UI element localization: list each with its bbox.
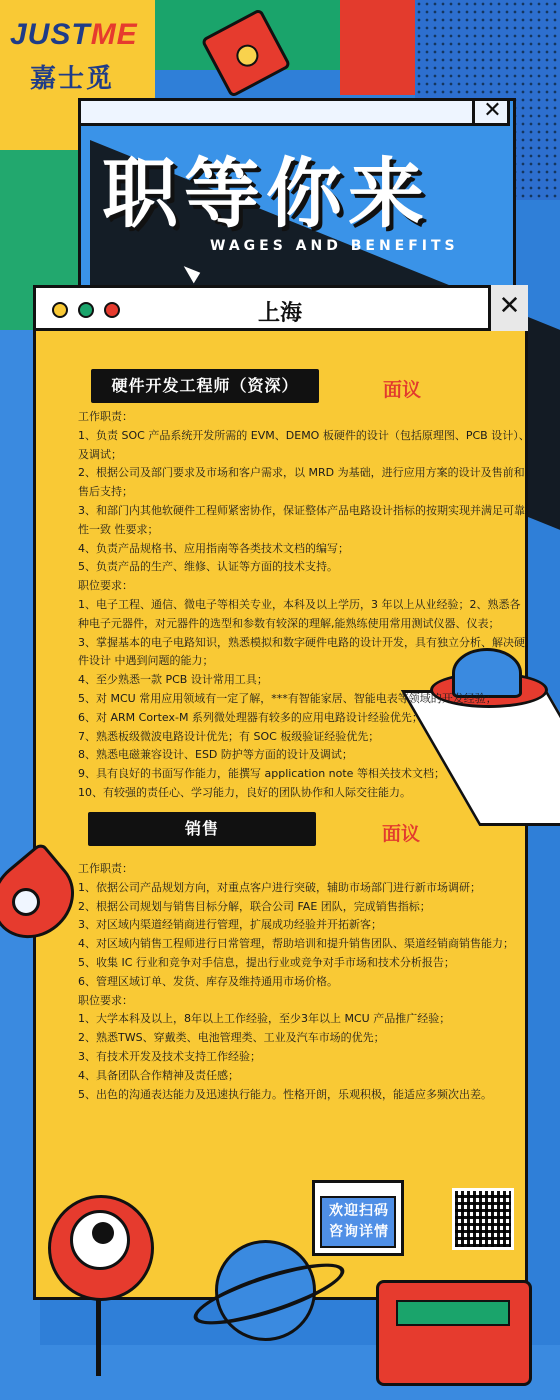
rocket-window [12,888,40,916]
panel-close-icon[interactable]: ✕ [488,285,528,331]
scan-text-line1: 欢迎扫码 [329,1203,389,1219]
eye-pupil [92,1222,114,1244]
hero-window-titlebar [78,98,510,126]
job-salary-hardware: 面议 [383,379,422,401]
qr-code-icon[interactable] [452,1188,514,1250]
logo-me-text: ME [90,18,138,51]
hero-title: 职等你来 [102,149,430,238]
hero-subtitle: WAGES AND BENEFITS [210,238,459,254]
logo-just-text: JUST [10,18,91,51]
bg-block-red [340,0,415,95]
job-description-hardware: 工作职责： 1、负责 SOC 产品系统开发所需的 EVM、DEMO 板硬件的设计（包括原理图、PCB 设计）、及调试； 2、根据公司及部门要求及市场和客户需求，以 MRD 为基础，进行应用方案的设计及售前和售后支持； 3、和部门内其他软硬件工程师紧密协作，保证整体产品电路设计指标的按期实现并满足可靠性一致 性要求； 4、负责产品规格书、应用指南等各类技术文档的编写； 5、负责产品的生产、维修、认证等方面的技术支持。 职位要求： 1、电子工程、通信、微电子等相关专业，本科及以上学历，3 年以上从业经验；2、熟悉各种电子元器件，对元器件的选型和参数有较深的理解,能熟练使用常用测试仪器、仪表； 3、掌握基本的电子电路知识，熟悉模拟和数字硬件电路的设计开发，具有独立分析、解决硬件设计 中遇到问题的能力； 4、至少熟悉一款 PCB 设计常用工具； 5、对 MCU 常用应用领域有一定了解，***有智能家居、智能电表等领域的开发经验； 6、对 ARM Cortex-M 系列微处理器有较多的应用电路设计经验优先； 7、熟悉板级微波电路设计优先；有 SOC 板级验证经验优先； 8、熟悉电磁兼容设计、ESD 防护等方面的设计及调试； 9、具有良好的书面写作能力，能撰写 application note 等相关技术文档； 10、有较强的责任心、学习能力，良好的团队协作和人际交往能力。 [78,410,530,799]
brand-name-cn: 嘉士觅 [30,63,115,93]
eye-creature-stick [96,1296,101,1376]
job-description-sales: 工作职责： 1、依据公司产品规划方向，对重点客户进行突破，辅助市场部门进行新市场调研； 2、根据公司规划与销售目标分解，联合公司 FAE 团队，完成销售指标； 3、对区域内渠道经销商进行管理，扩展成功经验并开拓新客； 4、对区域内销售工程师进行日常管理，帮助培训和提升销售团队、渠道经销商销售能力； 5、收集 IC 行业和竞争对手信息，提出行业或竞争对手市场和技术分析报告； 6、管理区域订单、发货、库存及维持通用市场价格。 职位要求： 1、大学本科及以上，8年以上工作经验，至少3年以上 MCU 产品推广经验； 2、熟悉TWS、穿戴类、电池管理类、工业及汽车市场的优先； 3、有技术开发及技术支持工作经验； 4、具备团队合作精神及责任感； 5、出色的沟通表达能力及迅速执行能力。性格开朗，乐观积极，能适应多频次出差。 [78,862,514,1101]
radio-icon [376,1280,532,1386]
job-title-sales: 销售 [88,812,316,846]
job-title-hardware: 硬件开发工程师（资深） [91,369,319,403]
radio-screen [396,1300,510,1326]
job-salary-sales: 面议 [382,823,421,845]
city-title: 上海 [257,301,302,326]
scan-text-line2: 咨询详情 [329,1224,389,1240]
hero-close-icon[interactable]: ✕ [472,98,510,126]
brand-logo [10,18,138,52]
